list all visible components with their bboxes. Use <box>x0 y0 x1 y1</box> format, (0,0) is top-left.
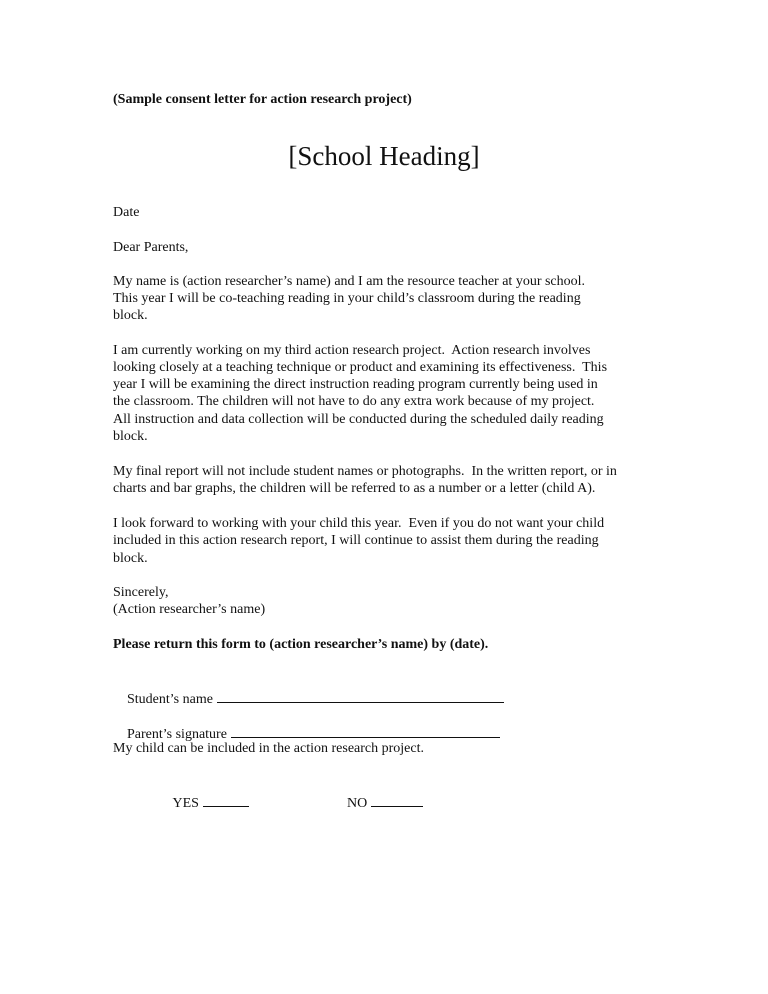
paragraph4-line1: I look forward to working with your child this year. Even if you do not want your child <box>113 516 605 531</box>
yes-option <box>159 775 249 830</box>
student-name-label: Student’s name <box>127 692 213 708</box>
paragraph1-line1: My name is (action researcher’s name) and I am the resource teacher at your school. <box>113 274 586 289</box>
paragraph2-line1: I am currently working on my third action research project. Action research involves <box>113 343 591 358</box>
paragraph2-line2: looking closely at a teaching technique or product and examining its effectiveness. This <box>113 360 608 375</box>
yes-blank[interactable] <box>203 792 249 807</box>
paragraph3-line2: charts and bar graphs, the children will be referred to as a number or a letter (child A). <box>113 481 596 496</box>
no-option <box>333 775 423 830</box>
parent-signature-blank[interactable] <box>231 723 500 738</box>
date-label: Date <box>113 205 140 220</box>
paragraph3-line1: My final report will not include student names or photographs. In the written report, or in <box>113 464 617 479</box>
no-label: NO <box>347 796 368 812</box>
sample-note: (Sample consent letter for action research project) <box>113 92 412 107</box>
signature-name: (Action researcher’s name) <box>113 602 266 617</box>
paragraph2-line6: block. <box>113 429 148 444</box>
paragraph1-line3: block. <box>113 308 148 323</box>
paragraph2-line3: year I will be examining the direct instruction reading program currently being used in <box>113 377 598 392</box>
paragraph2-line4: the classroom. The children will not have to do any extra work because of my project. <box>113 394 595 409</box>
paragraph1-line2: This year I will be co-teaching reading in your child’s classroom during the reading <box>113 291 581 306</box>
consent-statement: My child can be included in the action research project. <box>113 741 424 756</box>
parent-signature-label: Parent’s signature <box>127 727 227 743</box>
salutation: Dear Parents, <box>113 240 189 255</box>
paragraph4-line2: included in this action research report, I will continue to assist them during the reading <box>113 533 599 548</box>
closing: Sincerely, <box>113 585 169 600</box>
student-name-blank[interactable] <box>217 688 504 703</box>
paragraph4-line3: block. <box>113 551 148 566</box>
yes-label: YES <box>172 796 199 812</box>
return-instruction: Please return this form to (action researcher’s name) by (date). <box>113 637 489 652</box>
paragraph2-line5: All instruction and data collection will be conducted during the scheduled daily reading <box>113 412 604 427</box>
school-heading: [School Heading] <box>288 141 480 171</box>
no-blank[interactable] <box>371 792 423 807</box>
